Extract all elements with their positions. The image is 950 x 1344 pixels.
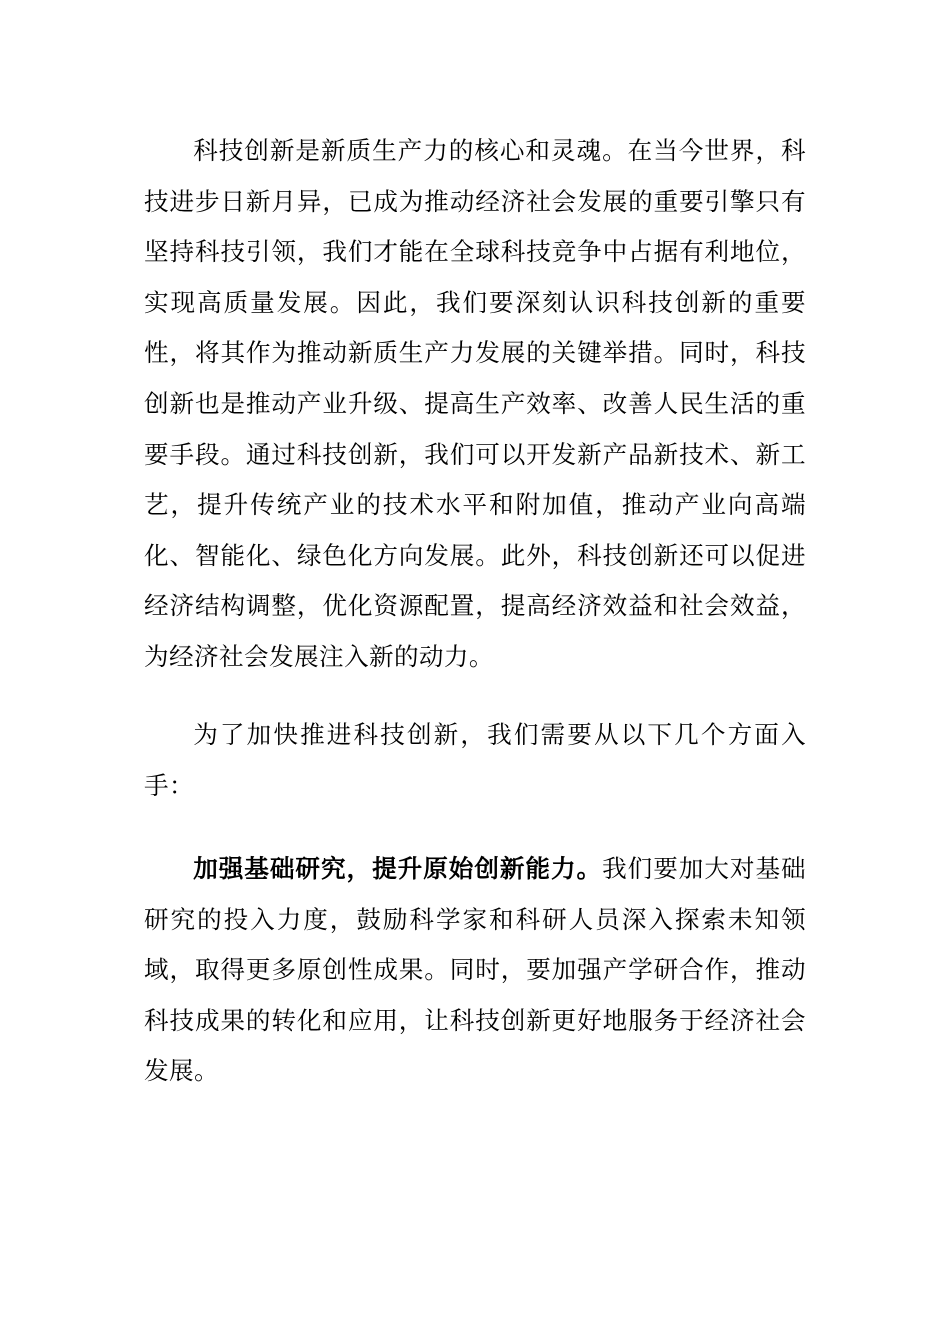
paragraph-text: 我们要加大对基础研究的投入力度，鼓励科学家和科研人员深入探索未知领域，取得更多原创性成果。同时，要加强产学研合作，推动科技成果的转化和应用，让科技创新更好地服务于经济社会发展。 (144, 854, 807, 1086)
paragraph-text: 为了加快推进科技创新，我们需要从以下几个方面入手： (144, 720, 806, 800)
paragraph-measures-intro (144, 710, 806, 811)
paragraph-tech-innovation-core (144, 126, 806, 683)
paragraph-text: 科技创新是新质生产力的核心和灵魂。在当今世界，科技进步日新月异，已成为推动经济社会发展的重要引擎只有坚持科技引领，我们才能在全球科技竞争中占据有利地位，实现高质量发展。因此，我们要深刻认识科技创新的重要性，将其作为推动新质生产力发展的关键举措。同时，科技创新也是推动产业升级、提高生产效率、改善人民生活的重要手段。通过科技创新，我们可以开发新产品新技术、新工艺，提升传统产业的技术水平和附加值，推动产业向高端化、智能化、绿色化方向发展。此外，科技创新还可以促进经济结构调整，优化资源配置，提高经济效益和社会效益，为经济社会发展注入新的动力。 (144, 136, 806, 671)
paragraph-basic-research (144, 844, 806, 1097)
paragraph-lead-heading: 加强基础研究，提升原始创新能力。 (193, 854, 603, 883)
